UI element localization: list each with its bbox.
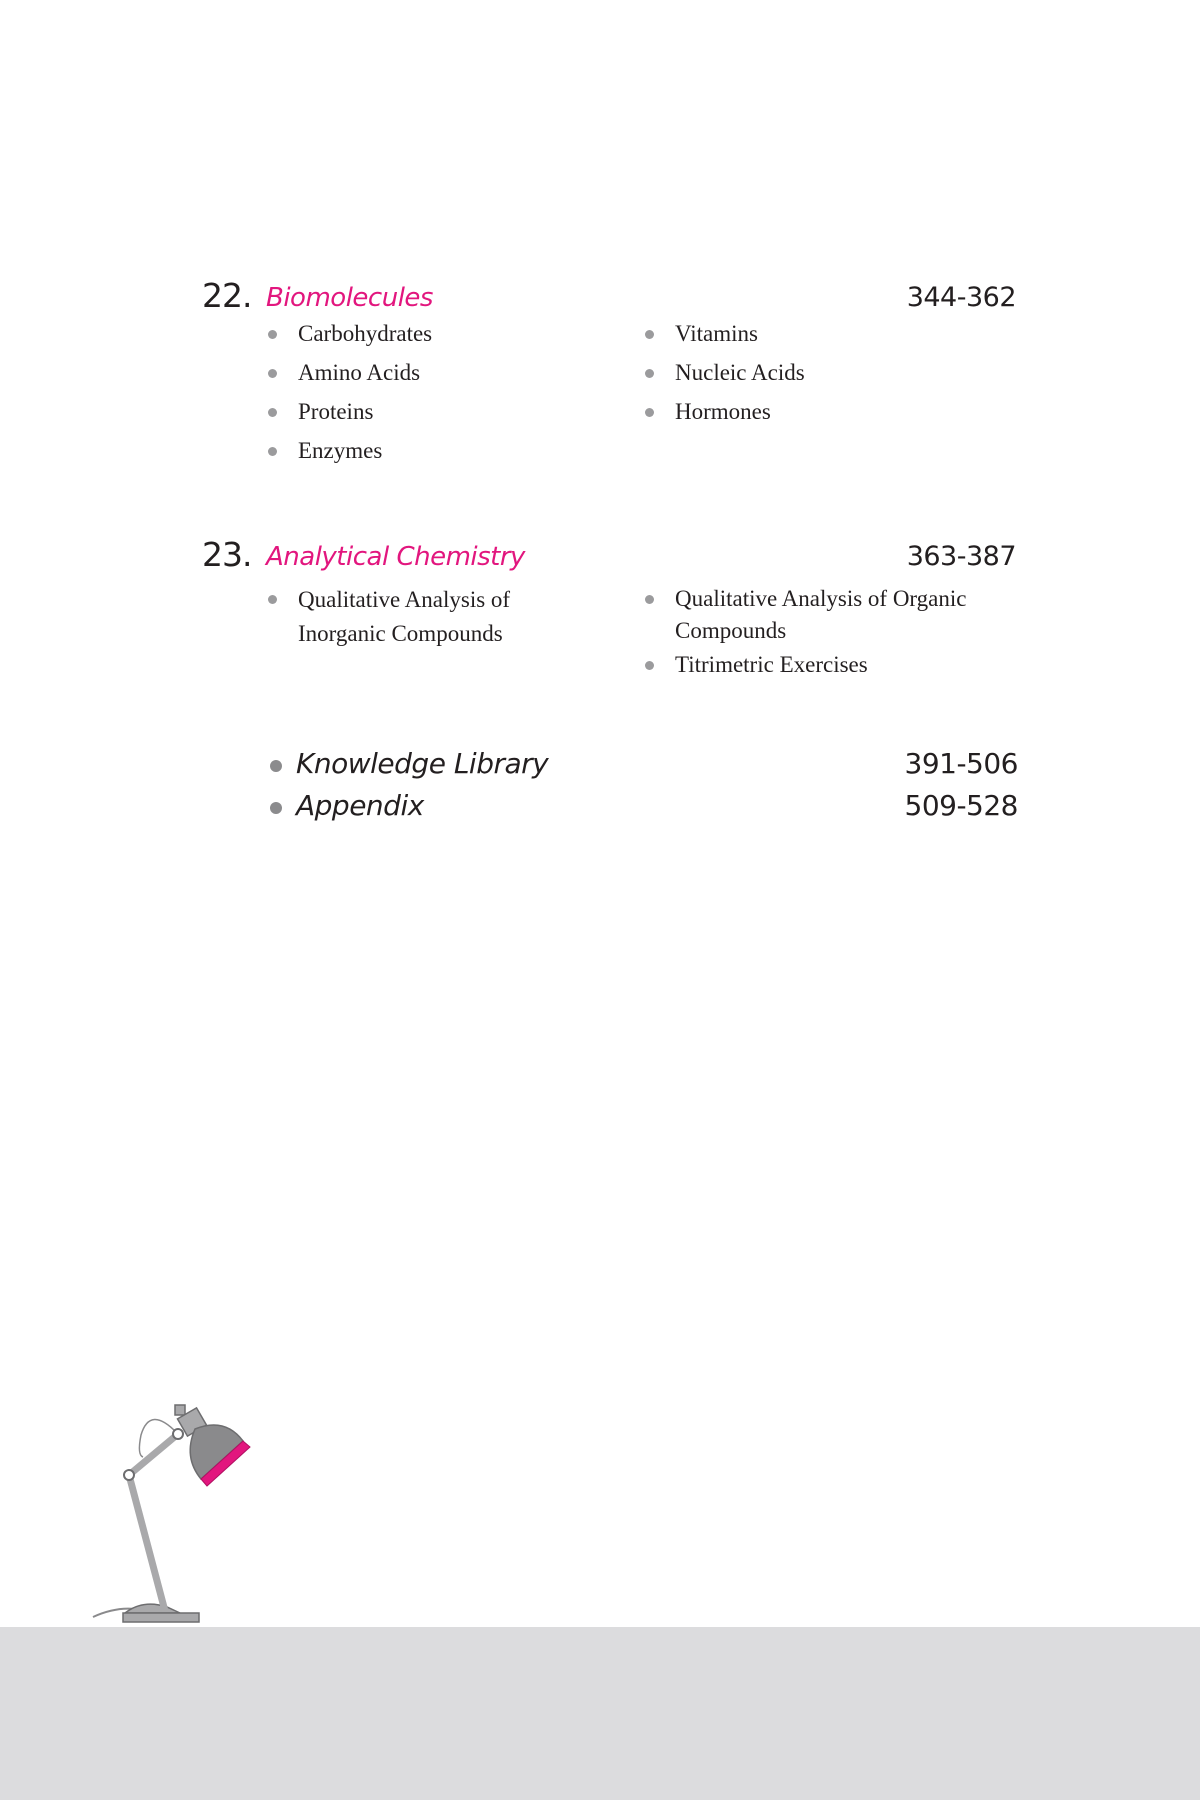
topic-item <box>645 583 1020 647</box>
topic-label: Qualitative Analysis of Organic Compounds <box>675 586 967 643</box>
bullet-icon <box>645 595 654 604</box>
topic-label: Carbohydrates <box>298 321 433 346</box>
topic-label: Nucleic Acids <box>675 360 805 385</box>
topic-label: Vitamins <box>675 321 758 346</box>
toc-entry-knowledge-library <box>268 743 1018 785</box>
bullet-icon <box>645 330 654 339</box>
bullet-icon <box>270 802 282 814</box>
topic-label: Titrimetric Exercises <box>675 652 868 677</box>
topic-item <box>645 649 1020 681</box>
entry-label: Knowledge Library <box>296 747 549 780</box>
toc-entry-appendix <box>268 785 1018 827</box>
topic-item <box>645 396 805 435</box>
chapter-number: 23. <box>202 535 252 574</box>
chapter-title: Biomolecules <box>266 283 433 313</box>
bullet-icon <box>645 369 654 378</box>
topic-label: Amino Acids <box>298 360 421 385</box>
page-footer-band <box>0 1627 1200 1800</box>
bullet-icon <box>268 369 277 378</box>
topic-label: Hormones <box>675 399 771 424</box>
topic-list-right <box>645 318 805 435</box>
bullet-icon <box>268 408 277 417</box>
topic-item <box>268 435 432 474</box>
topic-item <box>645 318 805 357</box>
topic-item <box>268 318 432 357</box>
topic-list-left <box>268 583 548 653</box>
desk-lamp-icon <box>85 1385 285 1630</box>
entry-label: Appendix <box>296 789 424 822</box>
topic-label: Qualitative Analysis of Inorganic Compounds <box>298 587 511 646</box>
topic-list-left <box>268 318 432 474</box>
bullet-icon <box>645 661 654 670</box>
topic-item <box>268 357 432 396</box>
chapter-page-range: 363-387 <box>906 541 1016 572</box>
chapter-number: 22. <box>202 276 252 315</box>
bullet-icon <box>268 595 277 604</box>
topic-item <box>268 583 548 651</box>
bullet-icon <box>645 408 654 417</box>
topic-item <box>645 357 805 396</box>
entry-page-range: 391-506 <box>904 747 1018 780</box>
topic-label: Enzymes <box>298 438 383 463</box>
topic-list-right <box>645 583 1020 683</box>
chapter-title: Analytical Chemistry <box>266 542 525 572</box>
bullet-icon <box>270 760 282 772</box>
bullet-icon <box>268 447 277 456</box>
topic-item <box>268 396 432 435</box>
entry-page-range: 509-528 <box>904 789 1018 822</box>
bullet-icon <box>268 330 277 339</box>
topic-label: Proteins <box>298 399 374 424</box>
chapter-page-range: 344-362 <box>906 282 1016 313</box>
